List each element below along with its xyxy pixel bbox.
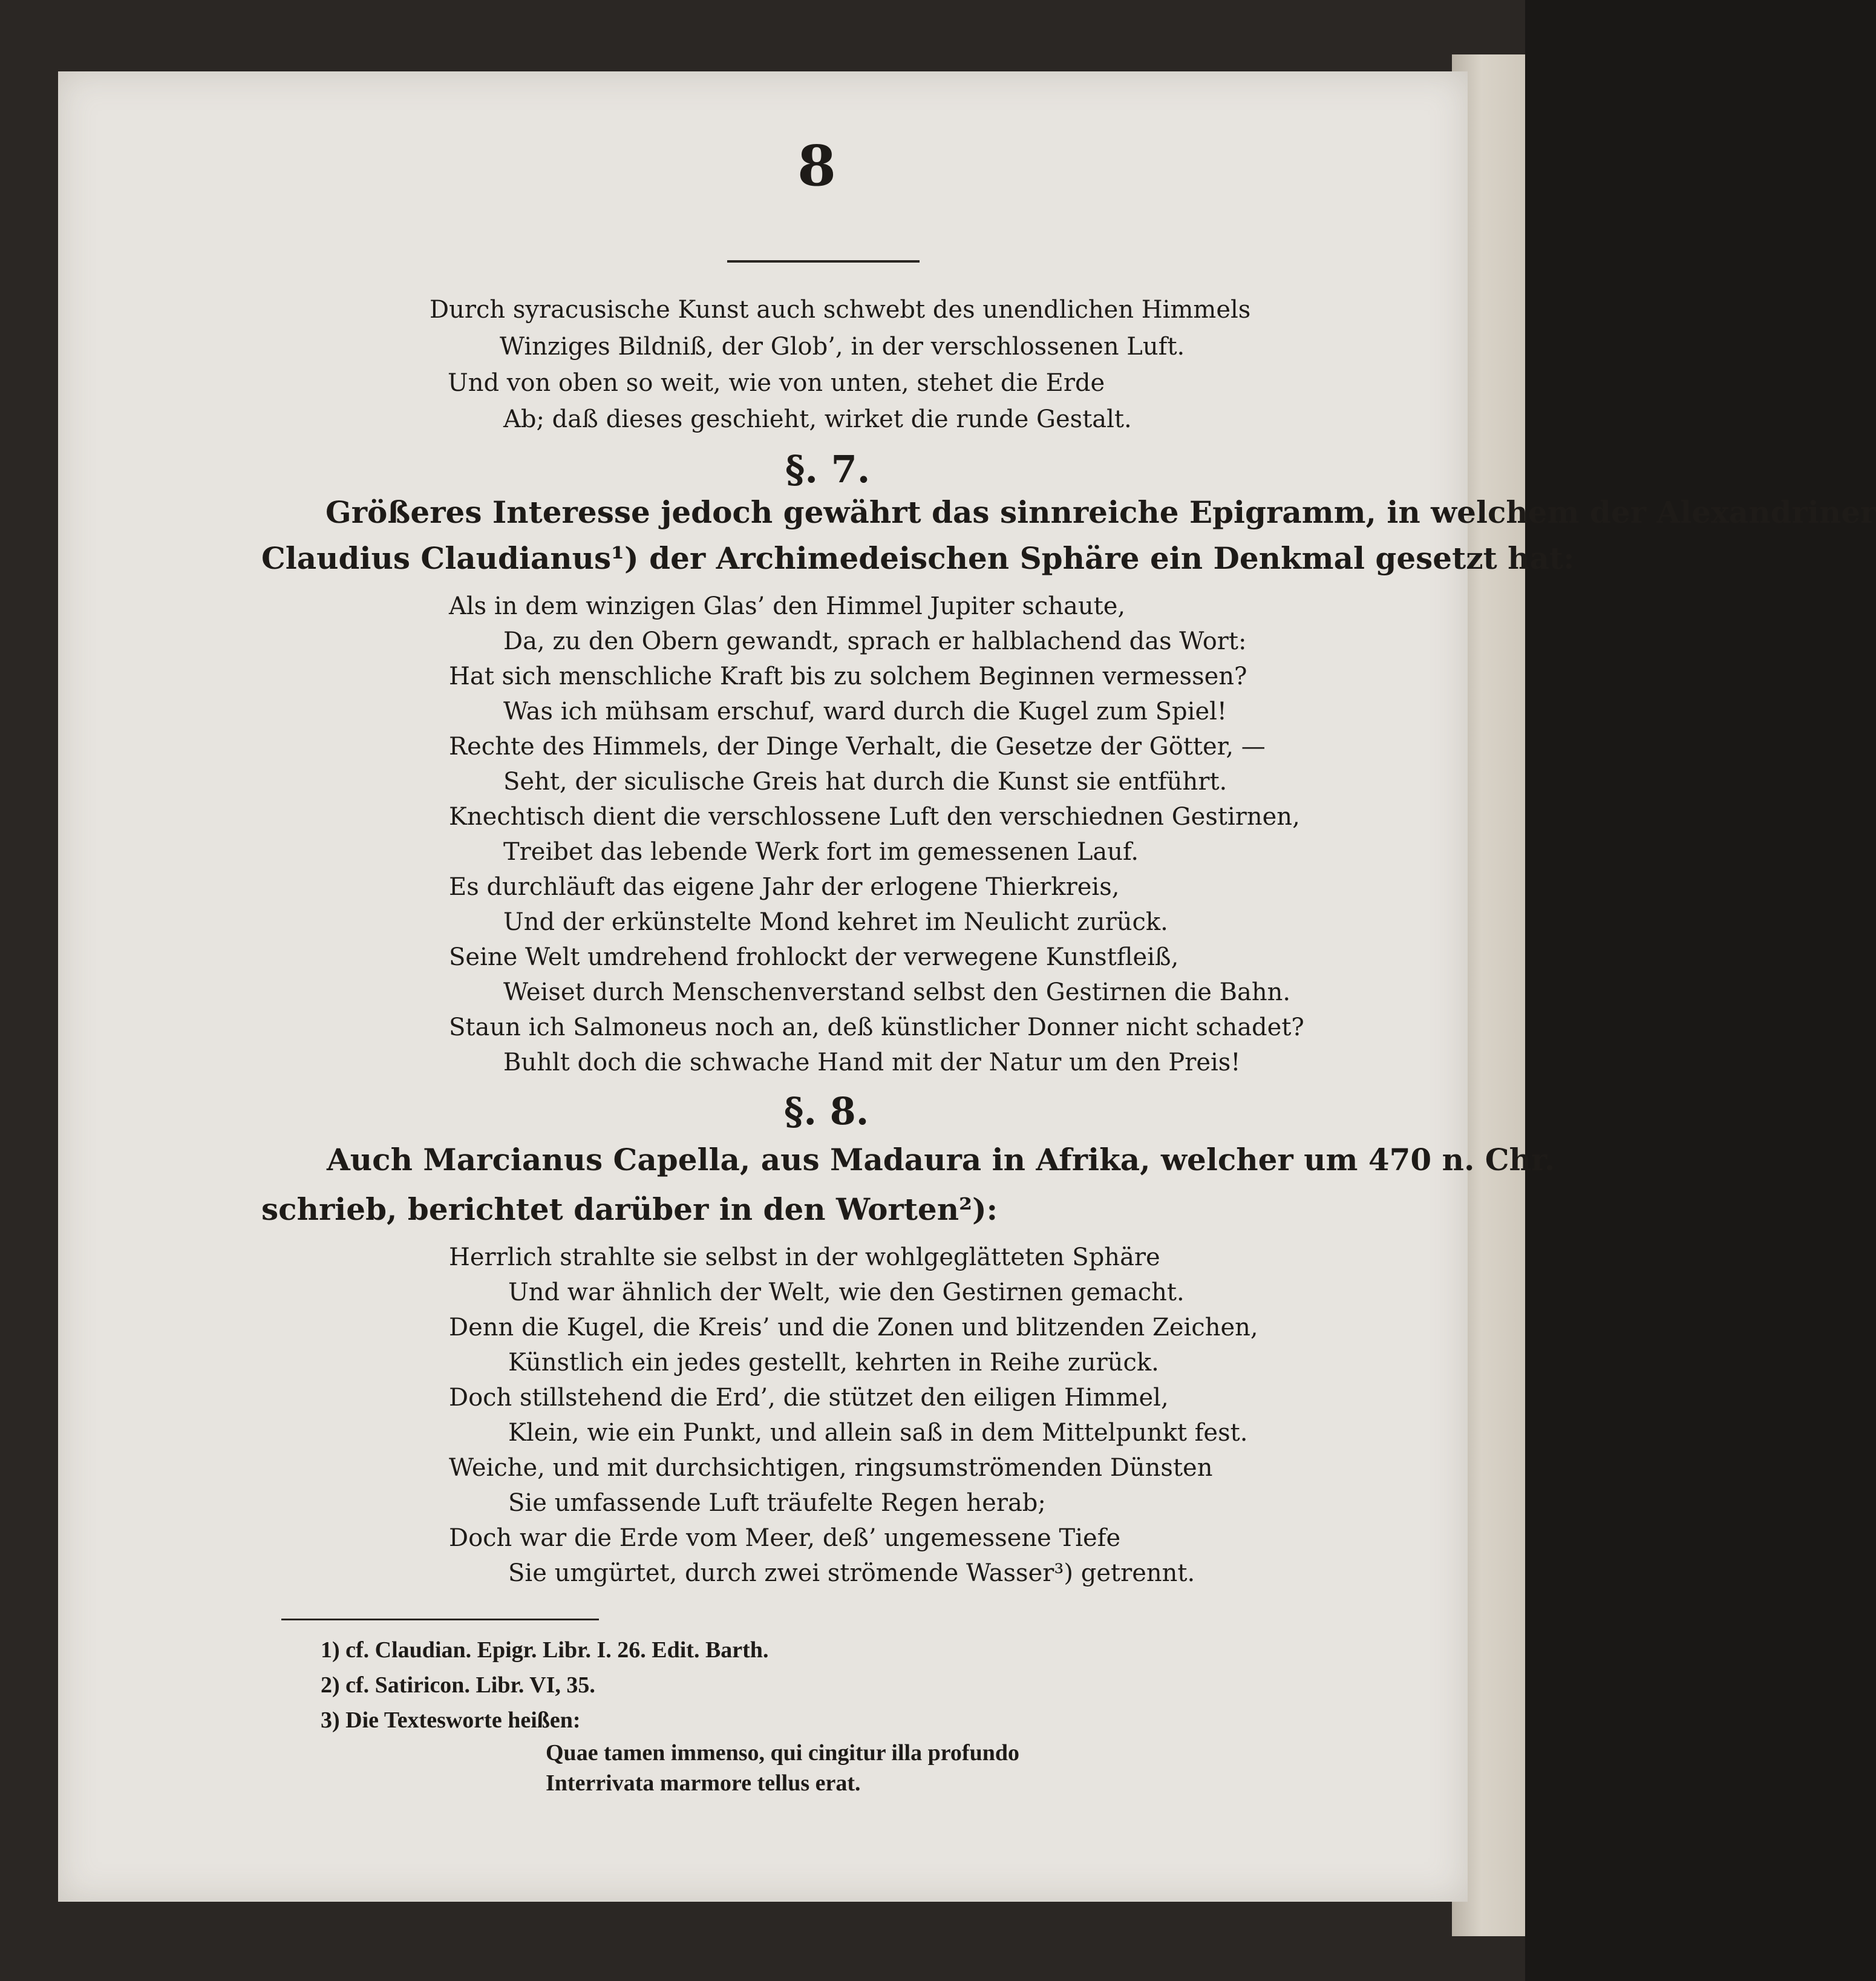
header-rule: [727, 260, 920, 263]
section-heading: §. 7.: [785, 447, 871, 491]
verse-line: Herrlich strahlte sie selbst in der wohlgeglätteten Sphäre: [449, 1243, 1160, 1271]
footnote-rule: [281, 1619, 599, 1620]
paragraph-line: schrieb, berichtet darüber in den Worten²):: [261, 1191, 998, 1227]
verse-line: Es durchläuft das eigene Jahr der erlogene Thierkreis,: [449, 873, 1120, 901]
verse-line: Und der erkünstelte Mond kehret im Neulicht zurück.: [503, 908, 1168, 936]
verse-line: Treibet das lebende Werk fort im gemessenen Lauf.: [503, 838, 1139, 866]
verse-line: Ab; daß dieses geschieht, wirket die runde Gestalt.: [503, 405, 1132, 433]
footnote-quote-line: Quae tamen immenso, qui cingitur illa profundo: [546, 1740, 1019, 1766]
verse-line: Knechtisch dient die verschlossene Luft den verschiednen Gestirnen,: [449, 803, 1300, 831]
paragraph-line: Größeres Interesse jedoch gewährt das sinnreiche Epigramm, in welchem der Alexandriner: [325, 494, 1876, 530]
paragraph-line: Claudius Claudianus¹) der Archimedeischen Sphäre ein Denkmal gesetzt hat:: [261, 540, 1575, 576]
verse-line: Weiche, und mit durchsichtigen, ringsumströmenden Dünsten: [449, 1454, 1213, 1482]
verse-line: Rechte des Himmels, der Dinge Verhalt, die Gesetze der Götter, —: [449, 733, 1266, 761]
verse-line: Seht, der siculische Greis hat durch die Kunst sie entführt.: [503, 768, 1227, 796]
footnote: 2) cf. Satiricon. Libr. VI, 35.: [321, 1672, 595, 1698]
section-heading: §. 8.: [784, 1089, 869, 1133]
verse-line: Hat sich menschliche Kraft bis zu solchem Beginnen vermessen?: [449, 663, 1247, 690]
footnote: 1) cf. Claudian. Epigr. Libr. I. 26. Edit. Barth.: [321, 1637, 769, 1663]
verse-line: Durch syracusische Kunst auch schwebt des unendlichen Himmels: [430, 296, 1251, 324]
verse-line: Was ich mühsam erschuf, ward durch die Kugel zum Spiel!: [503, 698, 1227, 725]
verse-line: Doch war die Erde vom Meer, deß’ ungemessene Tiefe: [449, 1524, 1121, 1552]
verse-line: Weiset durch Menschenverstand selbst den Gestirnen die Bahn.: [503, 978, 1291, 1006]
page-number: 8: [797, 133, 836, 198]
verse-line: Und war ähnlich der Welt, wie den Gestirnen gemacht.: [508, 1279, 1185, 1306]
verse-line: Als in dem winzigen Glas’ den Himmel Jupiter schaute,: [449, 592, 1126, 620]
verse-line: Klein, wie ein Punkt, und allein saß in dem Mittelpunkt fest.: [508, 1419, 1248, 1447]
verse-line: Seine Welt umdrehend frohlockt der verwegene Kunstfleiß,: [449, 943, 1179, 971]
footnote: 3) Die Texteswortе heißen:: [321, 1708, 581, 1733]
verse-line: Sie umfassende Luft träufelte Regen herab;: [508, 1489, 1046, 1517]
verse-line: Doch stillstehend die Erd’, die stützet den eiligen Himmel,: [449, 1384, 1169, 1412]
footnote-quote-line: Interrivata marmore tellus erat.: [546, 1770, 861, 1796]
verse-line: Sie umgürtet, durch zwei strömende Wasser³) getrennt.: [508, 1559, 1195, 1587]
verse-line: Denn die Kugel, die Kreis’ und die Zonen und blitzenden Zeichen,: [449, 1314, 1258, 1341]
verse-line: Künstlich ein jedes gestellt, kehrten in Reihe zurück.: [508, 1349, 1159, 1377]
verse-line: Staun ich Salmoneus noch an, deß künstlicher Donner nicht schadet?: [449, 1013, 1304, 1041]
verse-line: Buhlt doch die schwache Hand mit der Natur um den Preis!: [503, 1049, 1241, 1076]
paragraph-line: Auch Marcianus Capella, aus Madaura in Afrika, welcher um 470 n. Chr.: [327, 1142, 1555, 1177]
verse-line: Winziges Bildniß, der Glob’, in der verschlossenen Luft.: [500, 333, 1185, 361]
verse-line: Da, zu den Obern gewandt, sprach er halblachend das Wort:: [503, 627, 1247, 655]
verse-line: Und von oben so weit, wie von unten, stehet die Erde: [448, 369, 1105, 397]
